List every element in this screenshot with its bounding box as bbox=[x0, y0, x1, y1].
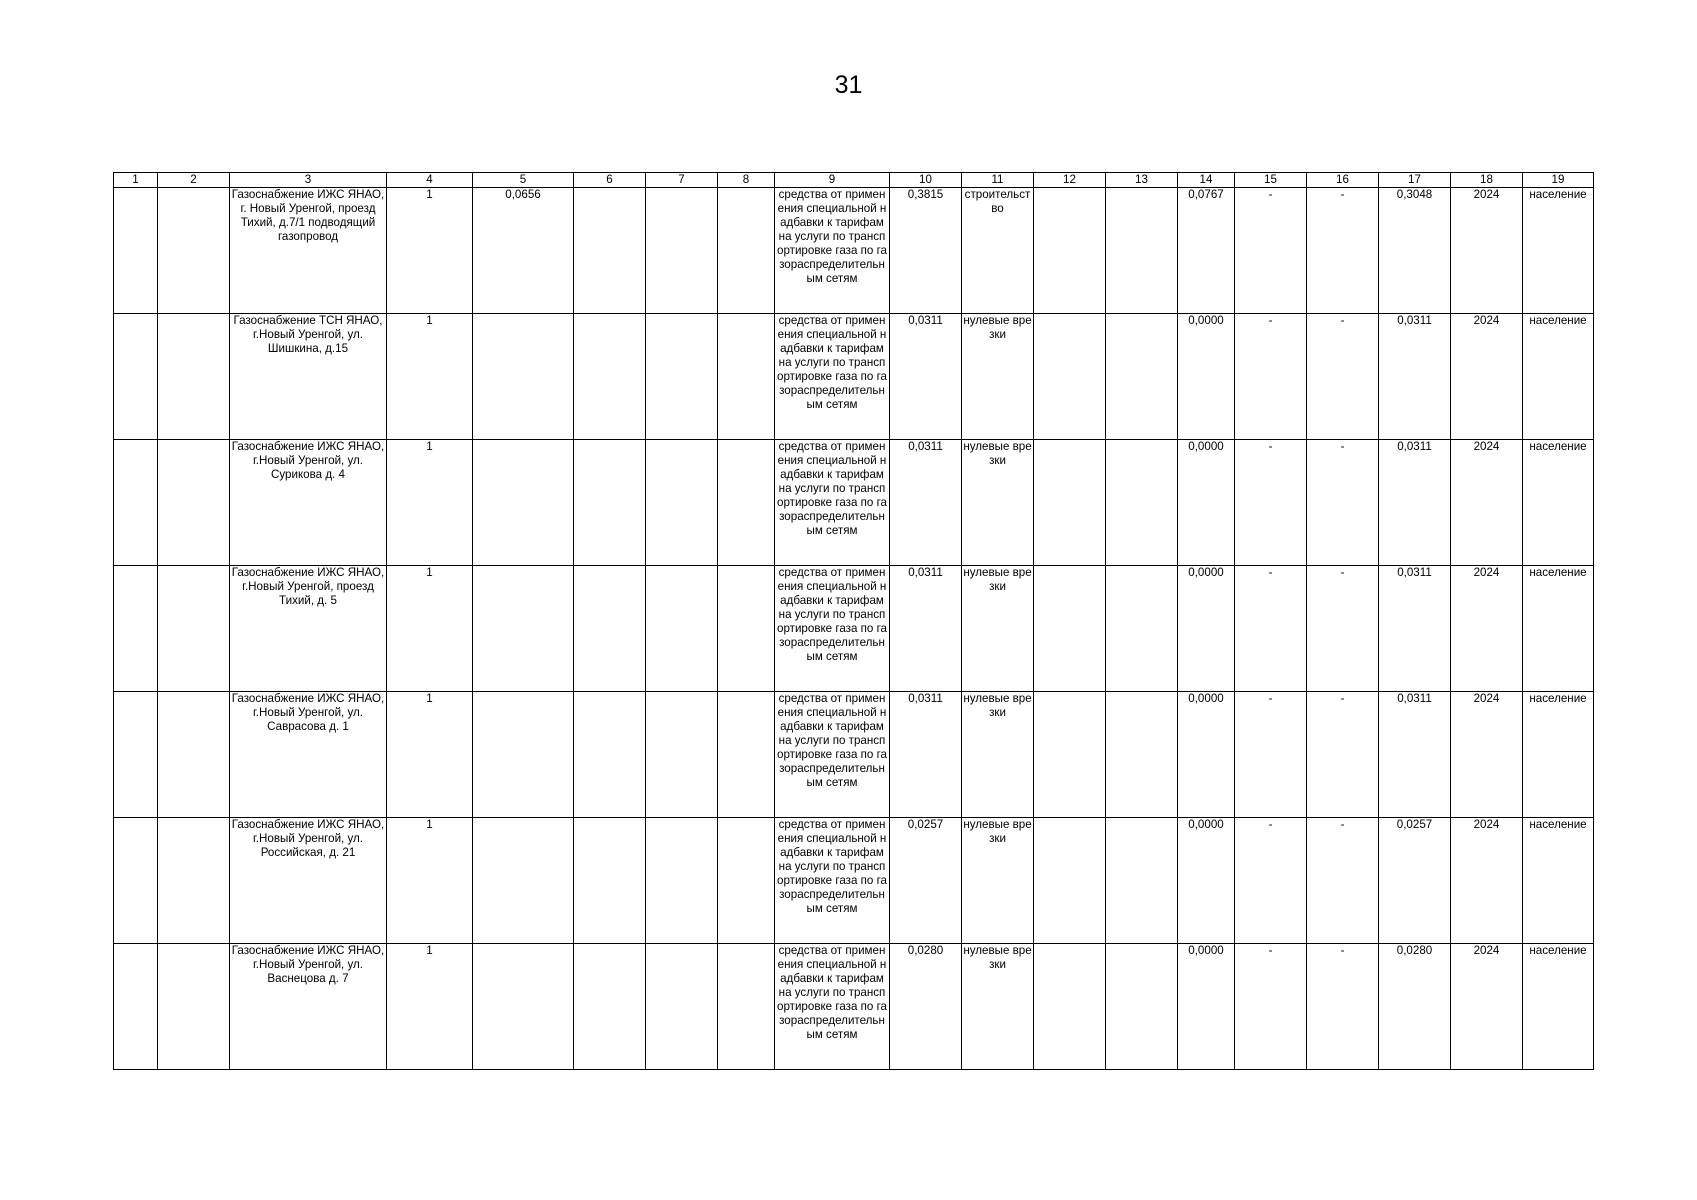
value-14-cell: 0,0000 bbox=[1178, 944, 1235, 1070]
column-header: 12 bbox=[1034, 173, 1106, 188]
total-value-cell: 0,0280 bbox=[890, 944, 962, 1070]
value-15-cell: - bbox=[1235, 188, 1307, 314]
cell-7 bbox=[646, 944, 718, 1070]
value-15-cell: - bbox=[1235, 944, 1307, 1070]
cell-6 bbox=[574, 188, 646, 314]
value-15-cell: - bbox=[1235, 314, 1307, 440]
row-number-cell bbox=[114, 314, 158, 440]
column-header: 16 bbox=[1307, 173, 1379, 188]
column-header: 14 bbox=[1178, 173, 1235, 188]
year-cell: 2024 bbox=[1451, 440, 1523, 566]
value-17-cell: 0,3048 bbox=[1379, 188, 1451, 314]
cell-12 bbox=[1034, 188, 1106, 314]
value-14-cell: 0,0000 bbox=[1178, 440, 1235, 566]
year-cell: 2024 bbox=[1451, 566, 1523, 692]
table-row bbox=[114, 692, 1594, 818]
total-value-cell: 0,0311 bbox=[890, 314, 962, 440]
table-row bbox=[114, 566, 1594, 692]
column-number-row bbox=[114, 173, 1594, 188]
column-header: 5 bbox=[473, 173, 574, 188]
cell-12 bbox=[1034, 818, 1106, 944]
cell-8 bbox=[718, 566, 775, 692]
cell-7 bbox=[646, 566, 718, 692]
value-16-cell: - bbox=[1307, 314, 1379, 440]
year-cell: 2024 bbox=[1451, 692, 1523, 818]
cell-8 bbox=[718, 692, 775, 818]
work-type-cell: нулевые врезки bbox=[962, 314, 1034, 440]
cell-13 bbox=[1106, 188, 1178, 314]
quantity-cell: 1 bbox=[387, 440, 473, 566]
cell-13 bbox=[1106, 314, 1178, 440]
cell-12 bbox=[1034, 692, 1106, 818]
value-16-cell: - bbox=[1307, 818, 1379, 944]
funding-source-cell: средства от применения специальной надбавки к тарифам на услуги по транспортировке газа по газораспределительным сетям bbox=[775, 566, 890, 692]
cell-8 bbox=[718, 818, 775, 944]
funding-source-cell: средства от применения специальной надбавки к тарифам на услуги по транспортировке газа по газораспределительным сетям bbox=[775, 314, 890, 440]
column-header: 9 bbox=[775, 173, 890, 188]
cell-6 bbox=[574, 440, 646, 566]
row-number-cell bbox=[114, 566, 158, 692]
value-14-cell: 0,0000 bbox=[1178, 566, 1235, 692]
object-name-cell: Газоснабжение ИЖС ЯНАО, г.Новый Уренгой, проезд Тихий, д. 5 bbox=[230, 566, 387, 692]
table-row bbox=[114, 314, 1594, 440]
code-cell bbox=[158, 314, 230, 440]
cell-8 bbox=[718, 314, 775, 440]
consumer-category-cell: население bbox=[1523, 314, 1594, 440]
value-17-cell: 0,0311 bbox=[1379, 314, 1451, 440]
column-header: 6 bbox=[574, 173, 646, 188]
value-14-cell: 0,0767 bbox=[1178, 188, 1235, 314]
cell-13 bbox=[1106, 692, 1178, 818]
length-cell bbox=[473, 944, 574, 1070]
funding-source-cell: средства от применения специальной надбавки к тарифам на услуги по транспортировке газа по газораспределительным сетям bbox=[775, 692, 890, 818]
value-17-cell: 0,0311 bbox=[1379, 566, 1451, 692]
consumer-category-cell: население bbox=[1523, 188, 1594, 314]
quantity-cell: 1 bbox=[387, 944, 473, 1070]
column-header: 1 bbox=[114, 173, 158, 188]
total-value-cell: 0,0311 bbox=[890, 440, 962, 566]
work-type-cell: нулевые врезки bbox=[962, 692, 1034, 818]
cell-6 bbox=[574, 818, 646, 944]
value-15-cell: - bbox=[1235, 692, 1307, 818]
column-header: 11 bbox=[962, 173, 1034, 188]
row-number-cell bbox=[114, 188, 158, 314]
value-15-cell: - bbox=[1235, 818, 1307, 944]
funding-source-cell: средства от применения специальной надбавки к тарифам на услуги по транспортировке газа по газораспределительным сетям bbox=[775, 188, 890, 314]
table-row bbox=[114, 440, 1594, 566]
value-14-cell: 0,0000 bbox=[1178, 692, 1235, 818]
length-cell bbox=[473, 566, 574, 692]
table-row bbox=[114, 944, 1594, 1070]
code-cell bbox=[158, 440, 230, 566]
value-17-cell: 0,0311 bbox=[1379, 440, 1451, 566]
cell-7 bbox=[646, 440, 718, 566]
row-number-cell bbox=[114, 818, 158, 944]
value-17-cell: 0,0311 bbox=[1379, 692, 1451, 818]
page-number: 31 bbox=[834, 71, 863, 99]
work-type-cell: нулевые врезки bbox=[962, 566, 1034, 692]
consumer-category-cell: население bbox=[1523, 818, 1594, 944]
value-17-cell: 0,0257 bbox=[1379, 818, 1451, 944]
year-cell: 2024 bbox=[1451, 188, 1523, 314]
cell-8 bbox=[718, 188, 775, 314]
quantity-cell: 1 bbox=[387, 566, 473, 692]
cell-8 bbox=[718, 440, 775, 566]
consumer-category-cell: население bbox=[1523, 440, 1594, 566]
code-cell bbox=[158, 188, 230, 314]
cell-6 bbox=[574, 944, 646, 1070]
total-value-cell: 0,0311 bbox=[890, 566, 962, 692]
quantity-cell: 1 bbox=[387, 692, 473, 818]
consumer-category-cell: население bbox=[1523, 566, 1594, 692]
length-cell bbox=[473, 692, 574, 818]
column-header: 13 bbox=[1106, 173, 1178, 188]
value-14-cell: 0,0000 bbox=[1178, 818, 1235, 944]
column-header: 18 bbox=[1451, 173, 1523, 188]
object-name-cell: Газоснабжение ИЖС ЯНАО, г.Новый Уренгой, ул. Васнецова д. 7 bbox=[230, 944, 387, 1070]
cell-12 bbox=[1034, 314, 1106, 440]
work-type-cell: нулевые врезки bbox=[962, 818, 1034, 944]
length-cell: 0,0656 bbox=[473, 188, 574, 314]
column-header: 8 bbox=[718, 173, 775, 188]
value-16-cell: - bbox=[1307, 692, 1379, 818]
cell-6 bbox=[574, 314, 646, 440]
quantity-cell: 1 bbox=[387, 314, 473, 440]
object-name-cell: Газоснабжение ИЖС ЯНАО, г.Новый Уренгой, ул. Саврасова д. 1 bbox=[230, 692, 387, 818]
column-header: 10 bbox=[890, 173, 962, 188]
funding-source-cell: средства от применения специальной надбавки к тарифам на услуги по транспортировке газа по газораспределительным сетям bbox=[775, 818, 890, 944]
value-16-cell: - bbox=[1307, 440, 1379, 566]
column-header: 19 bbox=[1523, 173, 1594, 188]
value-16-cell: - bbox=[1307, 566, 1379, 692]
column-header: 15 bbox=[1235, 173, 1307, 188]
value-15-cell: - bbox=[1235, 566, 1307, 692]
object-name-cell: Газоснабжение ИЖС ЯНАО, г. Новый Уренгой, проезд Тихий, д.7/1 подводящий газопровод bbox=[230, 188, 387, 314]
work-type-cell: нулевые врезки bbox=[962, 440, 1034, 566]
row-number-cell bbox=[114, 692, 158, 818]
cell-8 bbox=[718, 944, 775, 1070]
total-value-cell: 0,0257 bbox=[890, 818, 962, 944]
code-cell bbox=[158, 692, 230, 818]
value-14-cell: 0,0000 bbox=[1178, 314, 1235, 440]
year-cell: 2024 bbox=[1451, 944, 1523, 1070]
quantity-cell: 1 bbox=[387, 818, 473, 944]
consumer-category-cell: население bbox=[1523, 944, 1594, 1070]
column-header: 4 bbox=[387, 173, 473, 188]
cell-12 bbox=[1034, 566, 1106, 692]
table-row bbox=[114, 818, 1594, 944]
length-cell bbox=[473, 818, 574, 944]
column-header: 3 bbox=[230, 173, 387, 188]
work-type-cell: нулевые врезки bbox=[962, 944, 1034, 1070]
funding-source-cell: средства от применения специальной надбавки к тарифам на услуги по транспортировке газа по газораспределительным сетям bbox=[775, 440, 890, 566]
code-cell bbox=[158, 818, 230, 944]
column-header: 17 bbox=[1379, 173, 1451, 188]
value-15-cell: - bbox=[1235, 440, 1307, 566]
quantity-cell: 1 bbox=[387, 188, 473, 314]
column-header: 2 bbox=[158, 173, 230, 188]
consumer-category-cell: население bbox=[1523, 692, 1594, 818]
length-cell bbox=[473, 440, 574, 566]
cell-7 bbox=[646, 818, 718, 944]
value-16-cell: - bbox=[1307, 944, 1379, 1070]
row-number-cell bbox=[114, 944, 158, 1070]
cell-13 bbox=[1106, 944, 1178, 1070]
total-value-cell: 0,0311 bbox=[890, 692, 962, 818]
column-header: 7 bbox=[646, 173, 718, 188]
cell-12 bbox=[1034, 440, 1106, 566]
year-cell: 2024 bbox=[1451, 818, 1523, 944]
object-name-cell: Газоснабжение ИЖС ЯНАО, г.Новый Уренгой, ул. Сурикова д. 4 bbox=[230, 440, 387, 566]
object-name-cell: Газоснабжение ТСН ЯНАО, г.Новый Уренгой, ул. Шишкина, д.15 bbox=[230, 314, 387, 440]
value-17-cell: 0,0280 bbox=[1379, 944, 1451, 1070]
funding-source-cell: средства от применения специальной надбавки к тарифам на услуги по транспортировке газа по газораспределительным сетям bbox=[775, 944, 890, 1070]
cell-12 bbox=[1034, 944, 1106, 1070]
cell-7 bbox=[646, 314, 718, 440]
cell-13 bbox=[1106, 818, 1178, 944]
cell-7 bbox=[646, 692, 718, 818]
cell-6 bbox=[574, 692, 646, 818]
cell-7 bbox=[646, 188, 718, 314]
work-type-cell: строительство bbox=[962, 188, 1034, 314]
year-cell: 2024 bbox=[1451, 314, 1523, 440]
code-cell bbox=[158, 566, 230, 692]
data-table bbox=[113, 172, 1594, 1070]
value-16-cell: - bbox=[1307, 188, 1379, 314]
cell-6 bbox=[574, 566, 646, 692]
code-cell bbox=[158, 944, 230, 1070]
table-row bbox=[114, 188, 1594, 314]
object-name-cell: Газоснабжение ИЖС ЯНАО, г.Новый Уренгой, ул. Российская, д. 21 bbox=[230, 818, 387, 944]
total-value-cell: 0,3815 bbox=[890, 188, 962, 314]
length-cell bbox=[473, 314, 574, 440]
cell-13 bbox=[1106, 440, 1178, 566]
cell-13 bbox=[1106, 566, 1178, 692]
row-number-cell bbox=[114, 440, 158, 566]
